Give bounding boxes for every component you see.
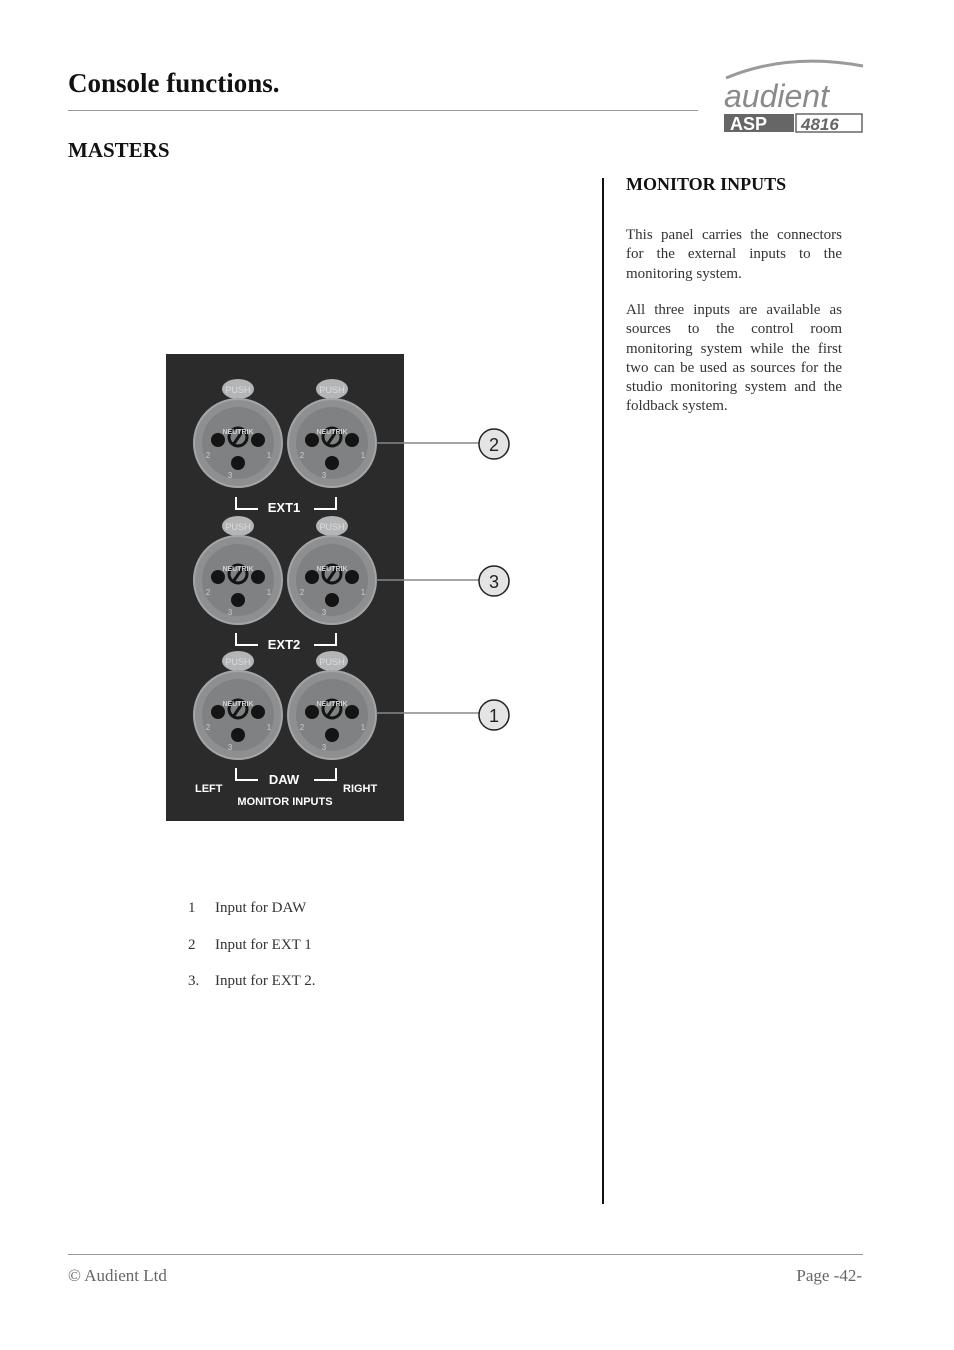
pin-label: 1: [266, 723, 272, 732]
pin-label: 2: [205, 723, 211, 732]
logo-brand: audient: [724, 78, 829, 114]
monitor-inputs-panel: [166, 354, 526, 824]
pin-label: 1: [360, 723, 366, 732]
pin-label: 3: [227, 471, 233, 480]
legend-number: 3.: [188, 973, 200, 989]
legend-number: 2: [188, 937, 196, 953]
sidebar-heading: MONITOR INPUTS: [626, 174, 787, 194]
callout-2-label: 2: [488, 435, 500, 455]
neutrik-label: NEUTRIK: [222, 566, 254, 573]
legend-item: [188, 937, 312, 954]
pin-label: 2: [205, 588, 211, 597]
pin-label: 3: [321, 471, 327, 480]
callout-1-label: 1: [488, 706, 500, 726]
group-label-ext1: EXT1: [267, 500, 301, 515]
page-number: Page -42-: [796, 1266, 862, 1285]
legend-item: [188, 900, 306, 917]
audient-logo: [718, 56, 868, 136]
push-label: PUSH: [225, 657, 251, 667]
group-label-daw: DAW: [268, 772, 300, 787]
sidebar-paragraph: All three inputs are available as sources to the control room monitoring system while the first two can be used as sources for the studio monitoring system and the foldback system.: [626, 302, 842, 415]
right-label: RIGHT: [343, 783, 378, 795]
neutrik-label: NEUTRIK: [222, 701, 254, 708]
pin-label: 1: [360, 451, 366, 460]
legend-number: 1: [188, 900, 196, 916]
legend-item: [188, 973, 316, 990]
legend-text: Input for EXT 2.: [215, 973, 316, 989]
pin-label: 3: [227, 743, 233, 752]
logo-model-number: 4816: [801, 115, 839, 134]
section-heading: MASTERS: [68, 138, 170, 162]
pin-label: 3: [227, 608, 233, 617]
pin-label: 1: [360, 588, 366, 597]
title-divider: [68, 110, 698, 111]
page-title: Console functions.: [68, 68, 280, 98]
column-divider: [602, 178, 604, 1204]
push-label: PUSH: [225, 385, 251, 395]
pin-label: 1: [266, 451, 272, 460]
sidebar-paragraph: This panel carries the connectors for the external inputs to the monitoring system.: [626, 227, 842, 282]
logo-model-prefix: ASP: [730, 114, 768, 134]
panel-title-label: MONITOR INPUTS: [237, 796, 333, 808]
pin-label: 2: [299, 723, 305, 732]
push-label: PUSH: [319, 385, 345, 395]
footer-divider: [68, 1254, 863, 1255]
legend-text: Input for EXT 1: [215, 937, 312, 953]
pin-label: 2: [205, 451, 211, 460]
left-label: LEFT: [195, 783, 223, 795]
pin-label: 3: [321, 608, 327, 617]
pin-label: 3: [321, 743, 327, 752]
push-label: PUSH: [225, 522, 251, 532]
neutrik-label: NEUTRIK: [222, 429, 254, 436]
callout-3-label: 3: [488, 572, 500, 592]
pin-label: 2: [299, 588, 305, 597]
pin-label: 2: [299, 451, 305, 460]
pin-label: 1: [266, 588, 272, 597]
neutrik-label: NEUTRIK: [316, 429, 348, 436]
push-label: PUSH: [319, 522, 345, 532]
neutrik-label: NEUTRIK: [316, 566, 348, 573]
footer-copyright: © Audient Ltd: [68, 1266, 167, 1285]
neutrik-label: NEUTRIK: [316, 701, 348, 708]
legend-text: Input for DAW: [215, 900, 307, 916]
push-label: PUSH: [319, 657, 345, 667]
group-label-ext2: EXT2: [267, 637, 301, 652]
